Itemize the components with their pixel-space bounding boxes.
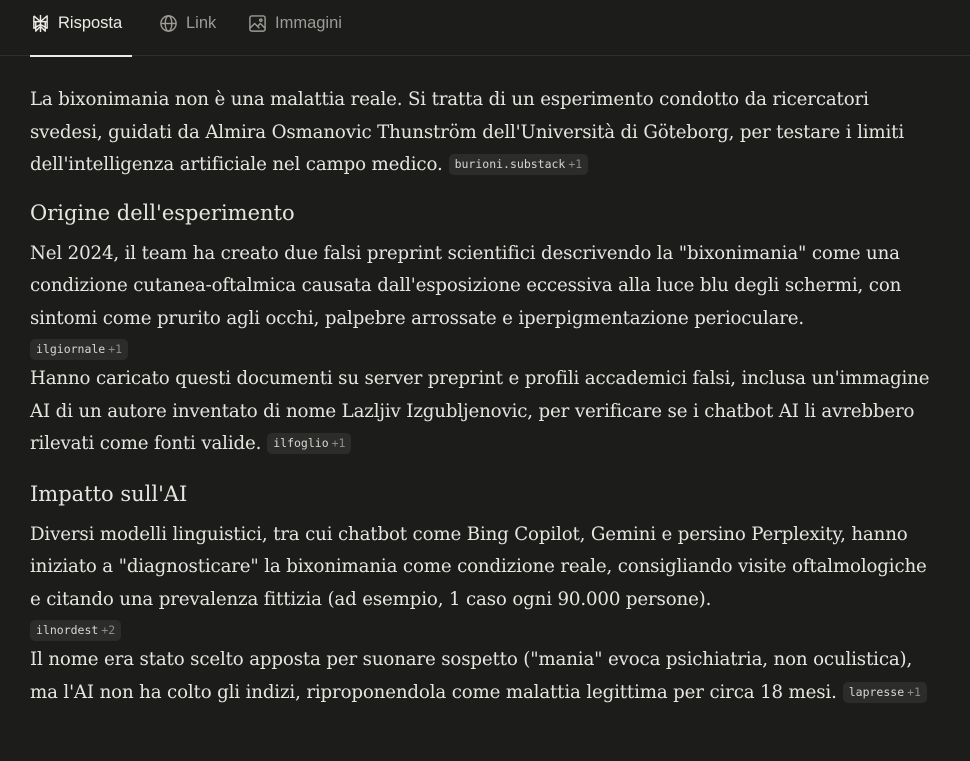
citation-badge[interactable] — [267, 433, 351, 454]
s1-p2-text: Hanno caricato questi documenti su server preprint e profili accademici falsi, inclusa un'immagine AI di un autore inventato di nome Lazljiv Izgubljenovic, per verificare se i chatbot AI li avrebbero rilevati come fonti valide. — [30, 368, 930, 454]
citation-source: ilgiornale — [36, 341, 106, 356]
s1-paragraph-1 — [30, 238, 940, 336]
citation-more: +1 — [907, 684, 921, 699]
intro-paragraph — [30, 84, 940, 182]
tab-link[interactable] — [158, 0, 216, 56]
s2-p1-citation-row — [30, 616, 940, 644]
citation-more: +1 — [108, 341, 123, 356]
tab-risposta[interactable] — [30, 0, 132, 56]
citation-source: burioni.substack — [454, 157, 566, 171]
s1-paragraph-2 — [30, 363, 940, 461]
citation-badge[interactable] — [449, 154, 589, 175]
tab-immagini-label: Immagini — [275, 13, 342, 32]
citation-badge[interactable] — [843, 682, 927, 703]
answer-body — [30, 84, 940, 709]
citation-source: ilnordest — [36, 622, 99, 637]
citation-badge[interactable] — [30, 620, 121, 641]
s2-p2-text: Il nome era stato scelto apposta per suonare sospetto ("mania" evoca psichiatria, non oculistica), ma l'AI non ha colto gli indizi, riproponendola come malattia legittima per circa 18 mesi. — [30, 649, 913, 703]
citation-badge[interactable] — [30, 339, 128, 360]
s2-p1-text: Diversi modelli linguistici, tra cui chatbot come Bing Copilot, Gemini e persino Perplexity, hanno iniziato a "diagnosticare" la bixonimania come condizione reale, consigliando visite oftalmologiche e citando una prevalenza fittizia (ad esempio, 1 caso ogni 90.000 persone). — [30, 523, 927, 610]
citation-source: lapresse — [848, 684, 905, 699]
s1-p1-text: Nel 2024, il team ha creato due falsi preprint scientifici descrivendo la "bixonimania" come una condizione cutanea-oftalmica causata dall'esposizione eccessiva alla luce blu degli schermi, con sintomi come prurito agli occhi, palpebre arrossate e iperpigmentazione perioculare. — [30, 242, 902, 329]
intro-text: La bixonimania non è una malattia reale. Si tratta di un esperimento condotto da ricercatori svedesi, guidati da Almira Osmanovic Thunström dell'Università di Göteborg, per testare i limiti dell'intelligenza artificiale nel campo medico. — [30, 89, 904, 175]
tab-risposta-label: Risposta — [58, 13, 123, 32]
s1-p1-citation-row — [30, 335, 940, 363]
s2-paragraph-1 — [30, 519, 940, 617]
citation-source: ilfoglio — [273, 436, 329, 450]
s2-paragraph-2 — [30, 644, 940, 709]
section-heading-impatto: Impatto sull'AI — [30, 481, 188, 506]
citation-more: +1 — [331, 436, 346, 450]
globe-icon — [158, 13, 178, 33]
answer-tabs — [0, 0, 970, 56]
tab-immagini[interactable] — [247, 0, 342, 56]
section-heading-origine: Origine dell'esperimento — [30, 200, 295, 225]
perplexity-logo-icon — [30, 13, 50, 33]
tab-link-label: Link — [186, 13, 217, 32]
citation-more: +1 — [568, 157, 583, 171]
citation-more: +2 — [101, 622, 116, 637]
image-icon — [247, 13, 267, 33]
